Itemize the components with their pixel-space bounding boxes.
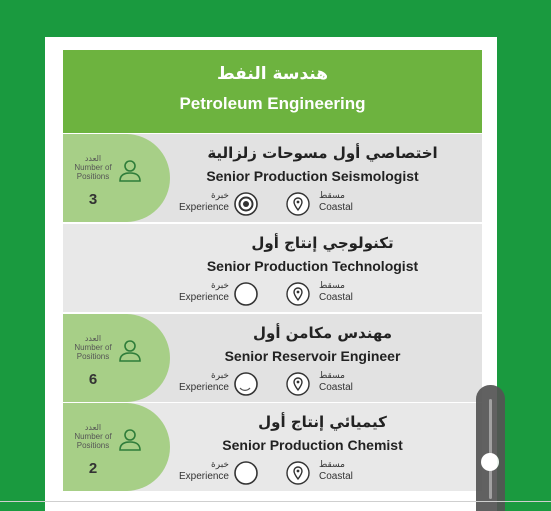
slider-thumb[interactable] [481, 453, 499, 471]
experience-label [173, 371, 229, 393]
location-label [319, 191, 353, 213]
count-label-en: Number of Positions [74, 163, 112, 181]
count-label-ar: العدد [84, 334, 102, 343]
experience-selected-icon [233, 191, 259, 217]
count-label-en: Number of Positions [74, 343, 112, 361]
location-pin-icon [285, 371, 311, 397]
location-label-ar: مسقط [319, 191, 345, 201]
job-title-en: Senior Reservoir Engineer [224, 348, 401, 364]
experience-empty-icon [233, 281, 259, 307]
experience-label-ar: خبرة [211, 460, 229, 470]
experience-label [173, 191, 229, 213]
experience-label [173, 460, 229, 482]
experience-label-ar: خبرة [211, 191, 229, 201]
experience-label-ar: خبرة [211, 371, 229, 381]
location-label [319, 281, 353, 303]
positions-count: 3 [88, 191, 98, 208]
experience-label-en: Experience [178, 202, 229, 213]
slider-track [489, 399, 492, 499]
volume-slider[interactable] [476, 385, 505, 511]
positions-count: 6 [88, 371, 98, 388]
location-label-ar: مسقط [319, 281, 345, 291]
section-title-ar: هندسة النفط [216, 64, 329, 84]
position-row[interactable] [63, 314, 482, 402]
count-label-ar: العدد [84, 154, 102, 163]
location-label [319, 460, 353, 482]
experience-label-en: Experience [178, 292, 229, 303]
location-label-en: Coastal [319, 382, 353, 393]
job-title-ar: اختصاصي أول مسوحات زلزالية [207, 144, 438, 162]
location-label-ar: مسقط [319, 460, 345, 470]
job-title-ar: كيميائي إنتاج أول [258, 413, 387, 431]
job-title-en: Senior Production Chemist [222, 437, 403, 453]
location-label-ar: مسقط [319, 371, 345, 381]
job-title-ar: تكنولوجي إنتاج أول [251, 234, 394, 252]
job-title-en: Senior Production Technologist [206, 258, 419, 274]
location-pin-icon [285, 191, 311, 217]
experience-label-en: Experience [178, 382, 229, 393]
person-icon [117, 338, 143, 364]
location-label-en: Coastal [319, 292, 353, 303]
count-label-en: Number of Positions [74, 432, 112, 450]
job-list-card [45, 37, 497, 511]
count-label-ar: العدد [84, 423, 102, 432]
person-icon [117, 427, 143, 453]
experience-arc-icon [233, 371, 259, 397]
experience-label [173, 281, 229, 303]
job-title-ar: مهندس مكامن أول [252, 324, 393, 342]
position-row[interactable] [63, 224, 482, 312]
location-label-en: Coastal [319, 471, 353, 482]
experience-empty-icon [233, 460, 259, 486]
location-pin-icon [285, 460, 311, 486]
job-title-en: Senior Production Seismologist [206, 168, 419, 184]
position-row[interactable] [63, 134, 482, 222]
person-icon [117, 158, 143, 184]
location-pin-icon [285, 281, 311, 307]
section-header [63, 50, 482, 133]
position-row[interactable] [63, 403, 482, 491]
location-label-en: Coastal [319, 202, 353, 213]
location-label [319, 371, 353, 393]
section-title-en: Petroleum Engineering [179, 94, 366, 113]
positions-count: 2 [88, 460, 98, 477]
progress-line [0, 501, 551, 502]
experience-label-ar: خبرة [211, 281, 229, 291]
experience-label-en: Experience [178, 471, 229, 482]
